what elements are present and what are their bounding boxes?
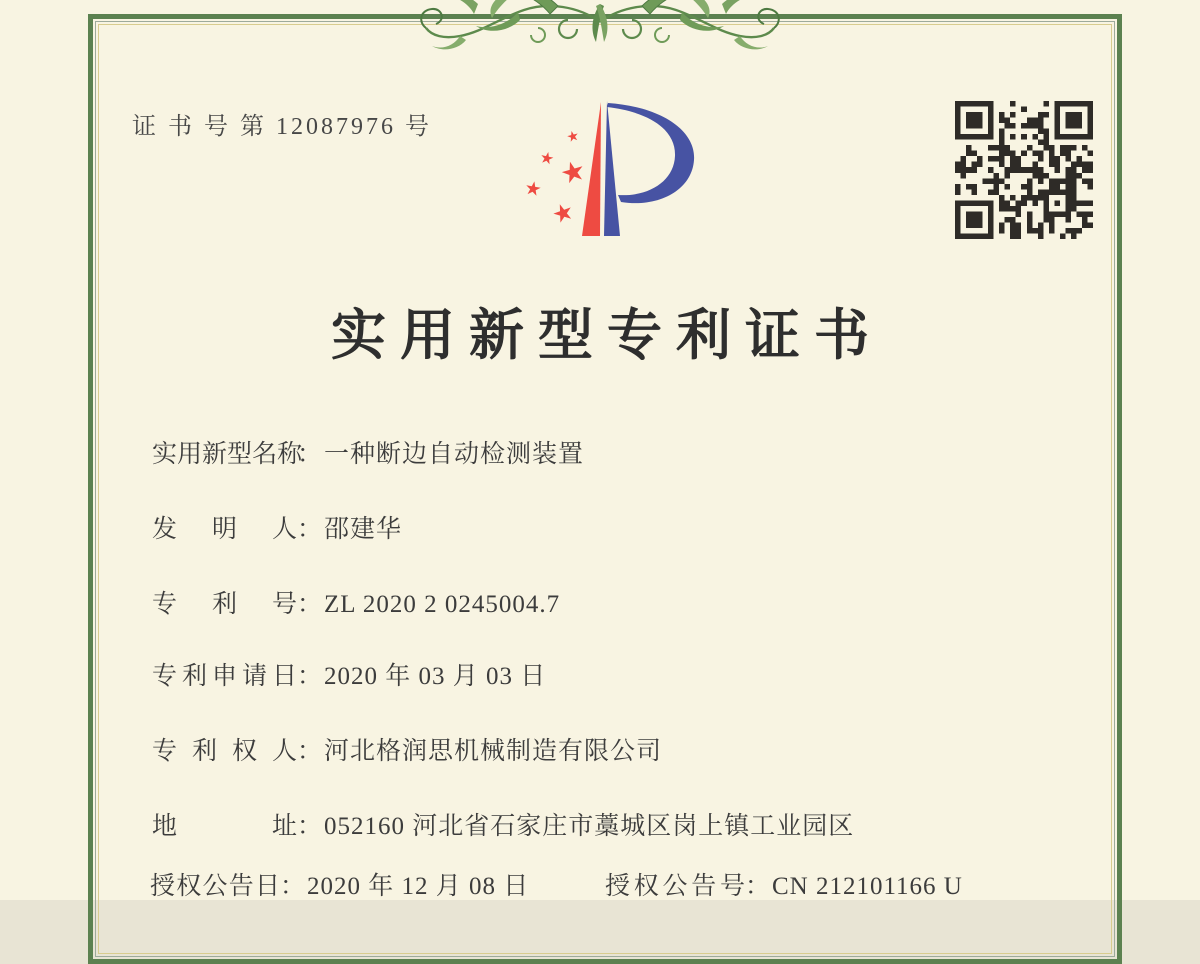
field-row-address: 地 址 ： 052160 河北省石家庄市藁城区岗上镇工业园区 [152, 806, 854, 842]
svg-text:★: ★ [548, 196, 578, 230]
svg-text:★: ★ [522, 176, 544, 202]
inventor-name: 邵建华 [324, 516, 403, 543]
field-label: 专 利 申 请 日 [152, 663, 297, 690]
field-row-grant-number: 授 权 公 告 号 ： CN 212101166 U [605, 866, 963, 902]
grant-publication-number: CN 212101166 U [772, 873, 963, 900]
field-label: 发 明 人 [152, 516, 297, 543]
utility-model-name: 一种断边自动检测装置 [324, 441, 585, 468]
certificate-number: 证 书 号 第 12087976 号 [132, 114, 432, 140]
svg-text:★: ★ [556, 152, 590, 192]
qr-code [955, 101, 1093, 239]
svg-text:★: ★ [538, 147, 556, 169]
field-row-patentee: 专 利 权 人 ： 河北格润思机械制造有限公司 [152, 731, 662, 767]
field-label: 地 址 [152, 813, 297, 840]
field-label: 授 权 公 告 号 [605, 873, 745, 900]
filing-date: 2020 年 03 月 03 日 [324, 663, 547, 690]
certificate-title: 实用新型专利证书 [330, 305, 883, 366]
field-row-utility-model-name: 实 用 新 型 名 称 ： 一种断边自动检测装置 [152, 434, 584, 470]
field-row-grant-date: 授 权 公 告 日 ： 2020 年 12 月 08 日 [150, 866, 529, 902]
patentee-address: 052160 河北省石家庄市藁城区岗上镇工业园区 [324, 813, 855, 840]
field-row-patent-number: 专 利 号 ： ZL 2020 2 0245004.7 [152, 584, 560, 620]
grant-date: 2020 年 12 月 08 日 [307, 873, 530, 900]
field-label: 专 利 权 人 [152, 738, 297, 765]
cnipa-patent-logo-icon [517, 90, 703, 242]
field-label: 实 用 新 型 名 称 [152, 441, 303, 468]
patentee-name: 河北格润思机械制造有限公司 [324, 738, 663, 765]
patent-number: ZL 2020 2 0245004.7 [324, 591, 561, 618]
floral-flourish-icon [408, 0, 792, 54]
field-row-inventor: 发 明 人 ： 邵建华 [152, 509, 402, 545]
field-row-filing-date: 专 利 申 请 日 ： 2020 年 03 月 03 日 [152, 656, 546, 692]
svg-text:★: ★ [564, 127, 582, 147]
field-label: 授 权 公 告 日 [150, 873, 280, 900]
field-label: 专 利 号 [152, 591, 297, 618]
